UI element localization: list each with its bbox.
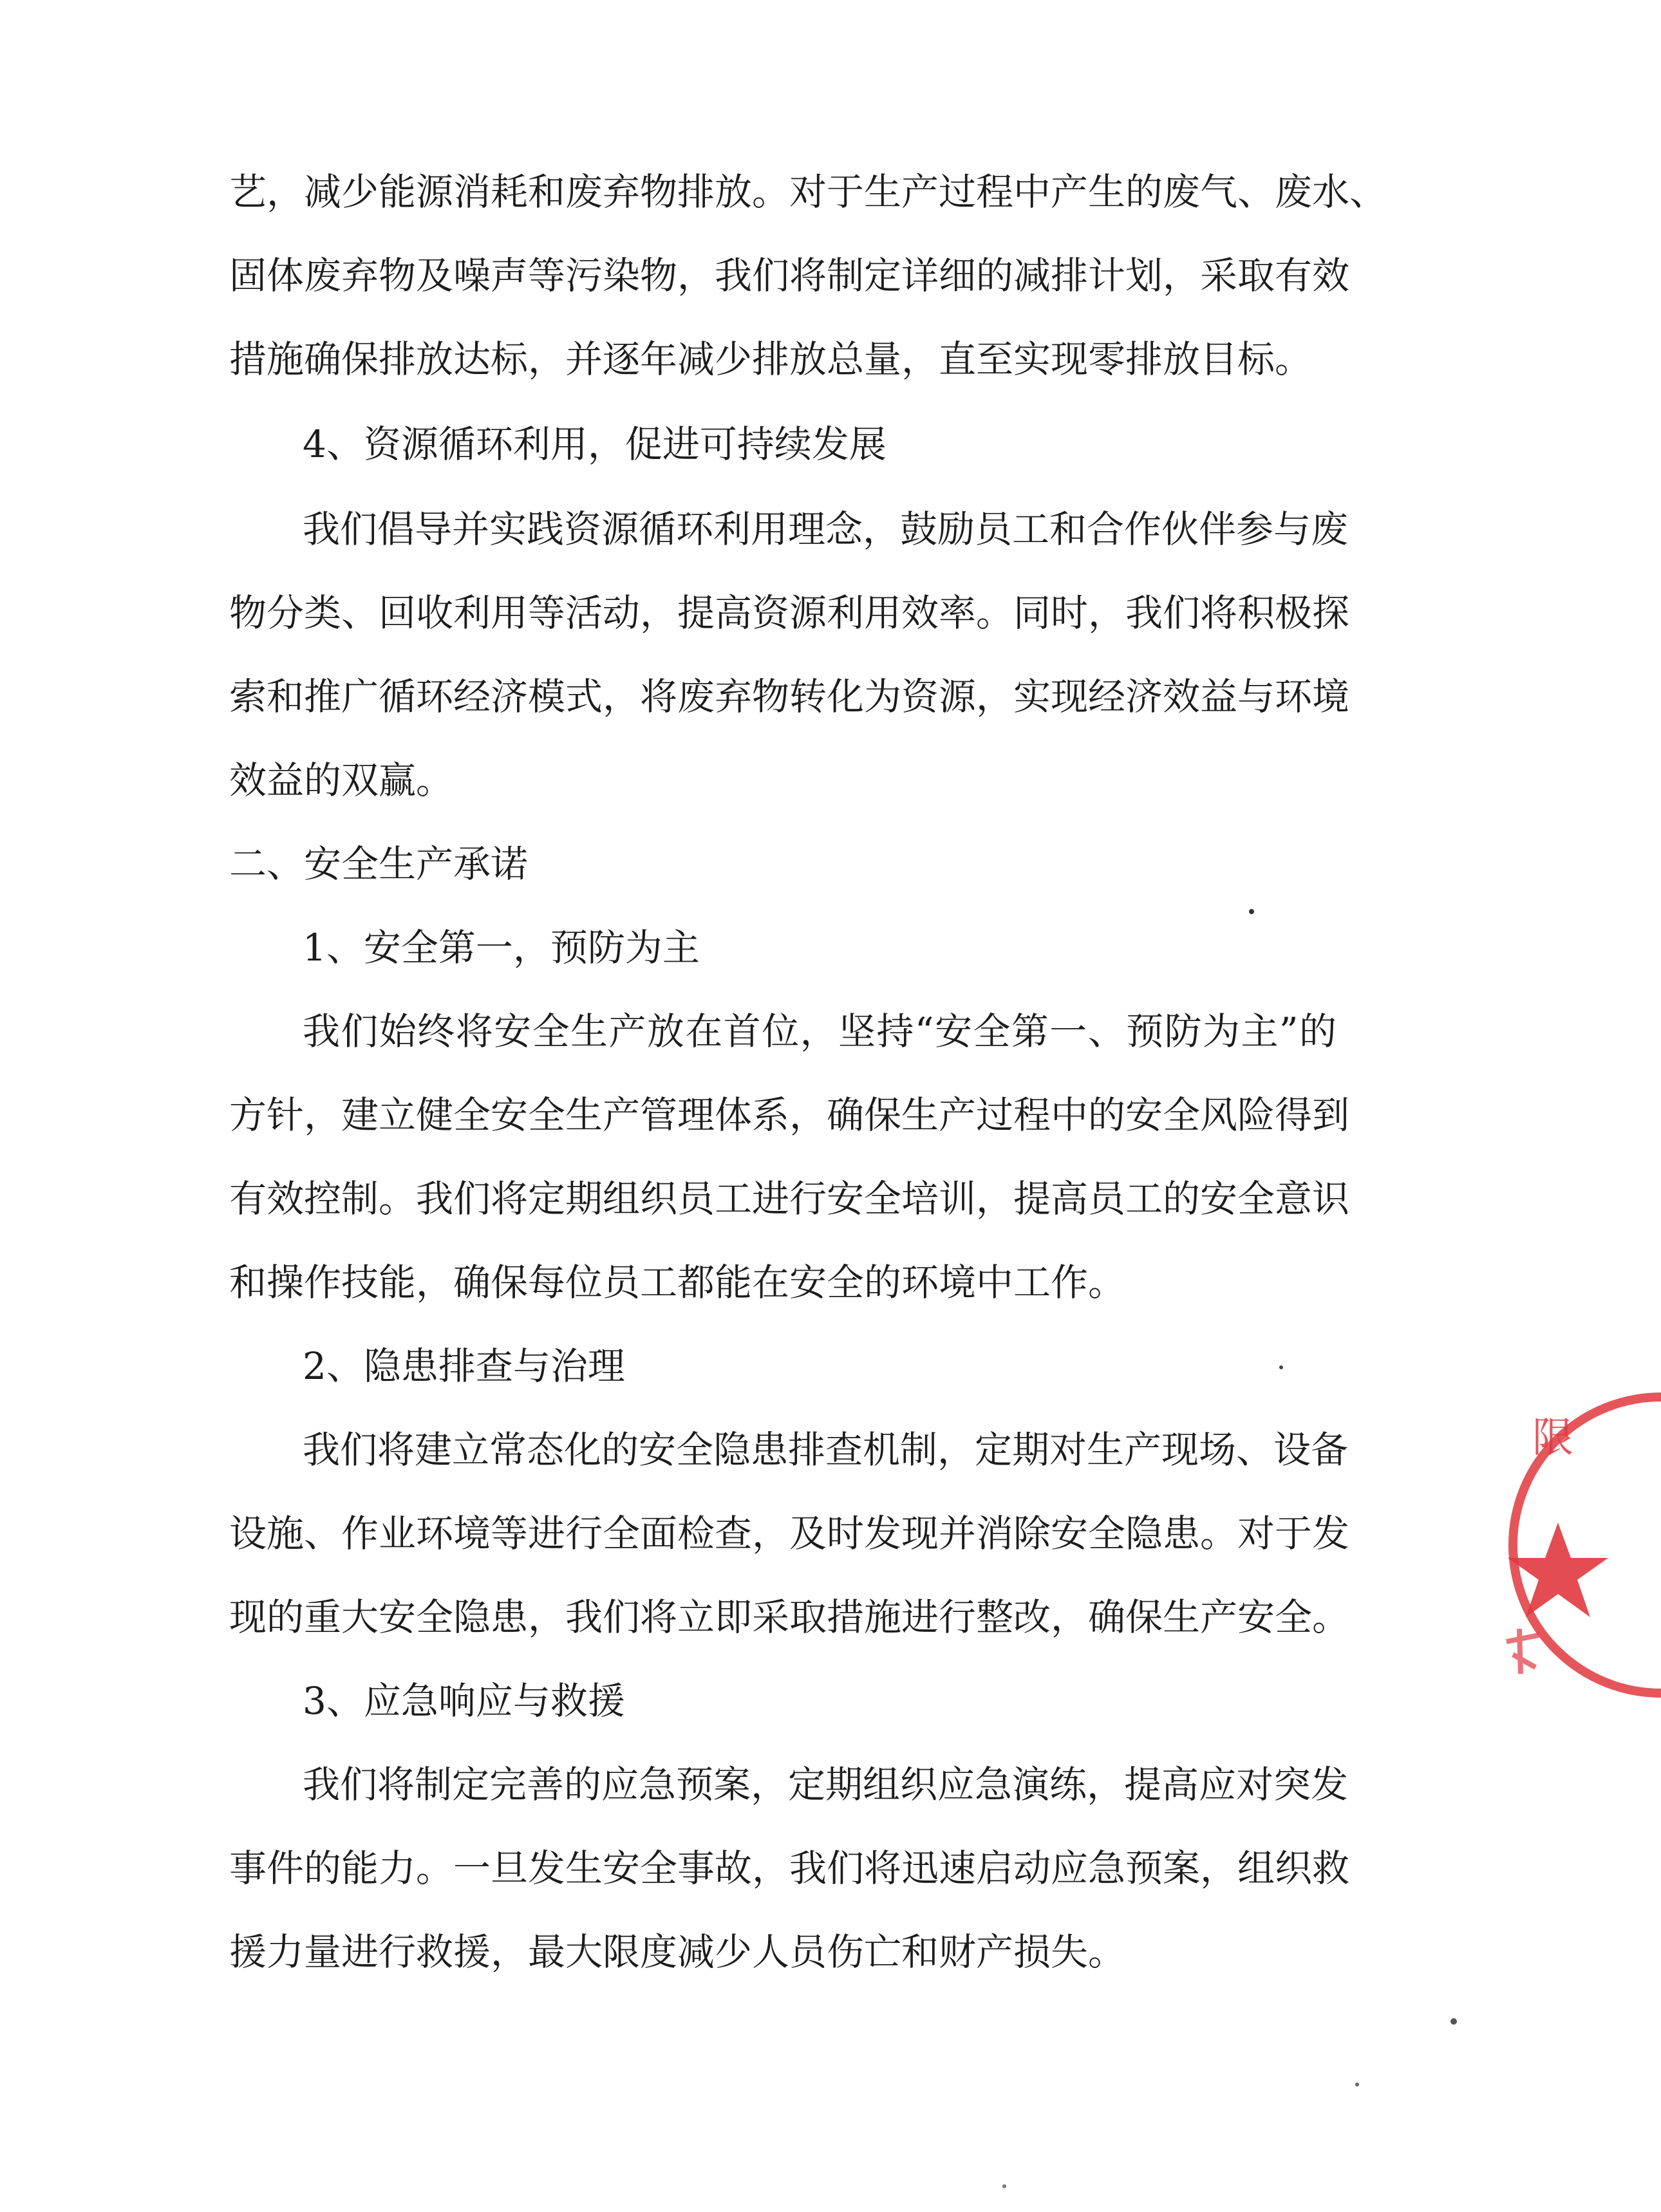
seal-lettering-strokes <box>1506 1629 1539 1674</box>
body-line: 我们倡导并实践资源循环利用理念，鼓励员工和合作伙伴参与废 <box>303 507 1349 551</box>
body-line: 方针，建立健全安全生产管理体系，确保生产过程中的安全风险得到 <box>229 1093 1350 1137</box>
body-line: 现的重大安全隐患，我们将立即采取措施进行整改，确保生产安全。 <box>229 1595 1350 1639</box>
body-line: 我们将制定完善的应急预案，定期组织应急演练，提高应对突发 <box>303 1763 1349 1806</box>
section-subheading: 4、资源循环利用，促进可持续发展 <box>303 422 887 466</box>
body-line: 措施确保排放达标，并逐年减少排放总量，直至实现零排放目标。 <box>229 337 1313 381</box>
section-subheading: 2、隐患排查与治理 <box>303 1344 625 1388</box>
body-line: 事件的能力。一旦发生安全事故，我们将迅速启动应急预案，组织救 <box>229 1846 1350 1890</box>
body-line: 我们始终将安全生产放在首位，坚持“安全第一、预防为主”的 <box>303 1009 1337 1053</box>
body-line: 固体废弃物及噪声等污染物，我们将制定详细的减排计划，采取有效 <box>229 254 1350 297</box>
body-line: 索和推广循环经济模式，将废弃物转化为资源，实现经济效益与环境 <box>229 675 1350 718</box>
seal-lettering: 限 <box>1532 1414 1573 1462</box>
body-line: 有效控制。我们将定期组织员工进行安全培训，提高员工的安全意识 <box>229 1177 1350 1221</box>
section-subheading: 1、安全第一，预防为主 <box>303 926 700 970</box>
section-subheading: 3、应急响应与救援 <box>303 1679 625 1723</box>
speck <box>1450 2018 1457 2025</box>
body-line: 援力量进行救援，最大限度减少人员伤亡和财产损失。 <box>229 1930 1126 1974</box>
speck <box>1355 2083 1359 2086</box>
section-heading: 二、安全生产承诺 <box>229 842 529 886</box>
speck <box>1279 1365 1283 1369</box>
body-line: 艺，减少能源消耗和废弃物排放。对于生产过程中产生的废气、废水、 <box>229 170 1387 214</box>
speck <box>1249 909 1254 914</box>
body-line: 我们将建立常态化的安全隐患排查机制，定期对生产现场、设备 <box>303 1428 1349 1472</box>
body-line: 效益的双赢。 <box>229 758 454 802</box>
body-line: 设施、作业环境等进行全面检查，及时发现并消除安全隐患。对于发 <box>229 1512 1350 1555</box>
body-line: 和操作技能，确保每位员工都能在安全的环境中工作。 <box>229 1261 1126 1304</box>
body-line: 物分类、回收利用等活动，提高资源利用效率。同时，我们将积极探 <box>229 591 1350 635</box>
company-seal-stamp <box>1481 1365 1661 1725</box>
speck <box>1002 2184 1006 2188</box>
